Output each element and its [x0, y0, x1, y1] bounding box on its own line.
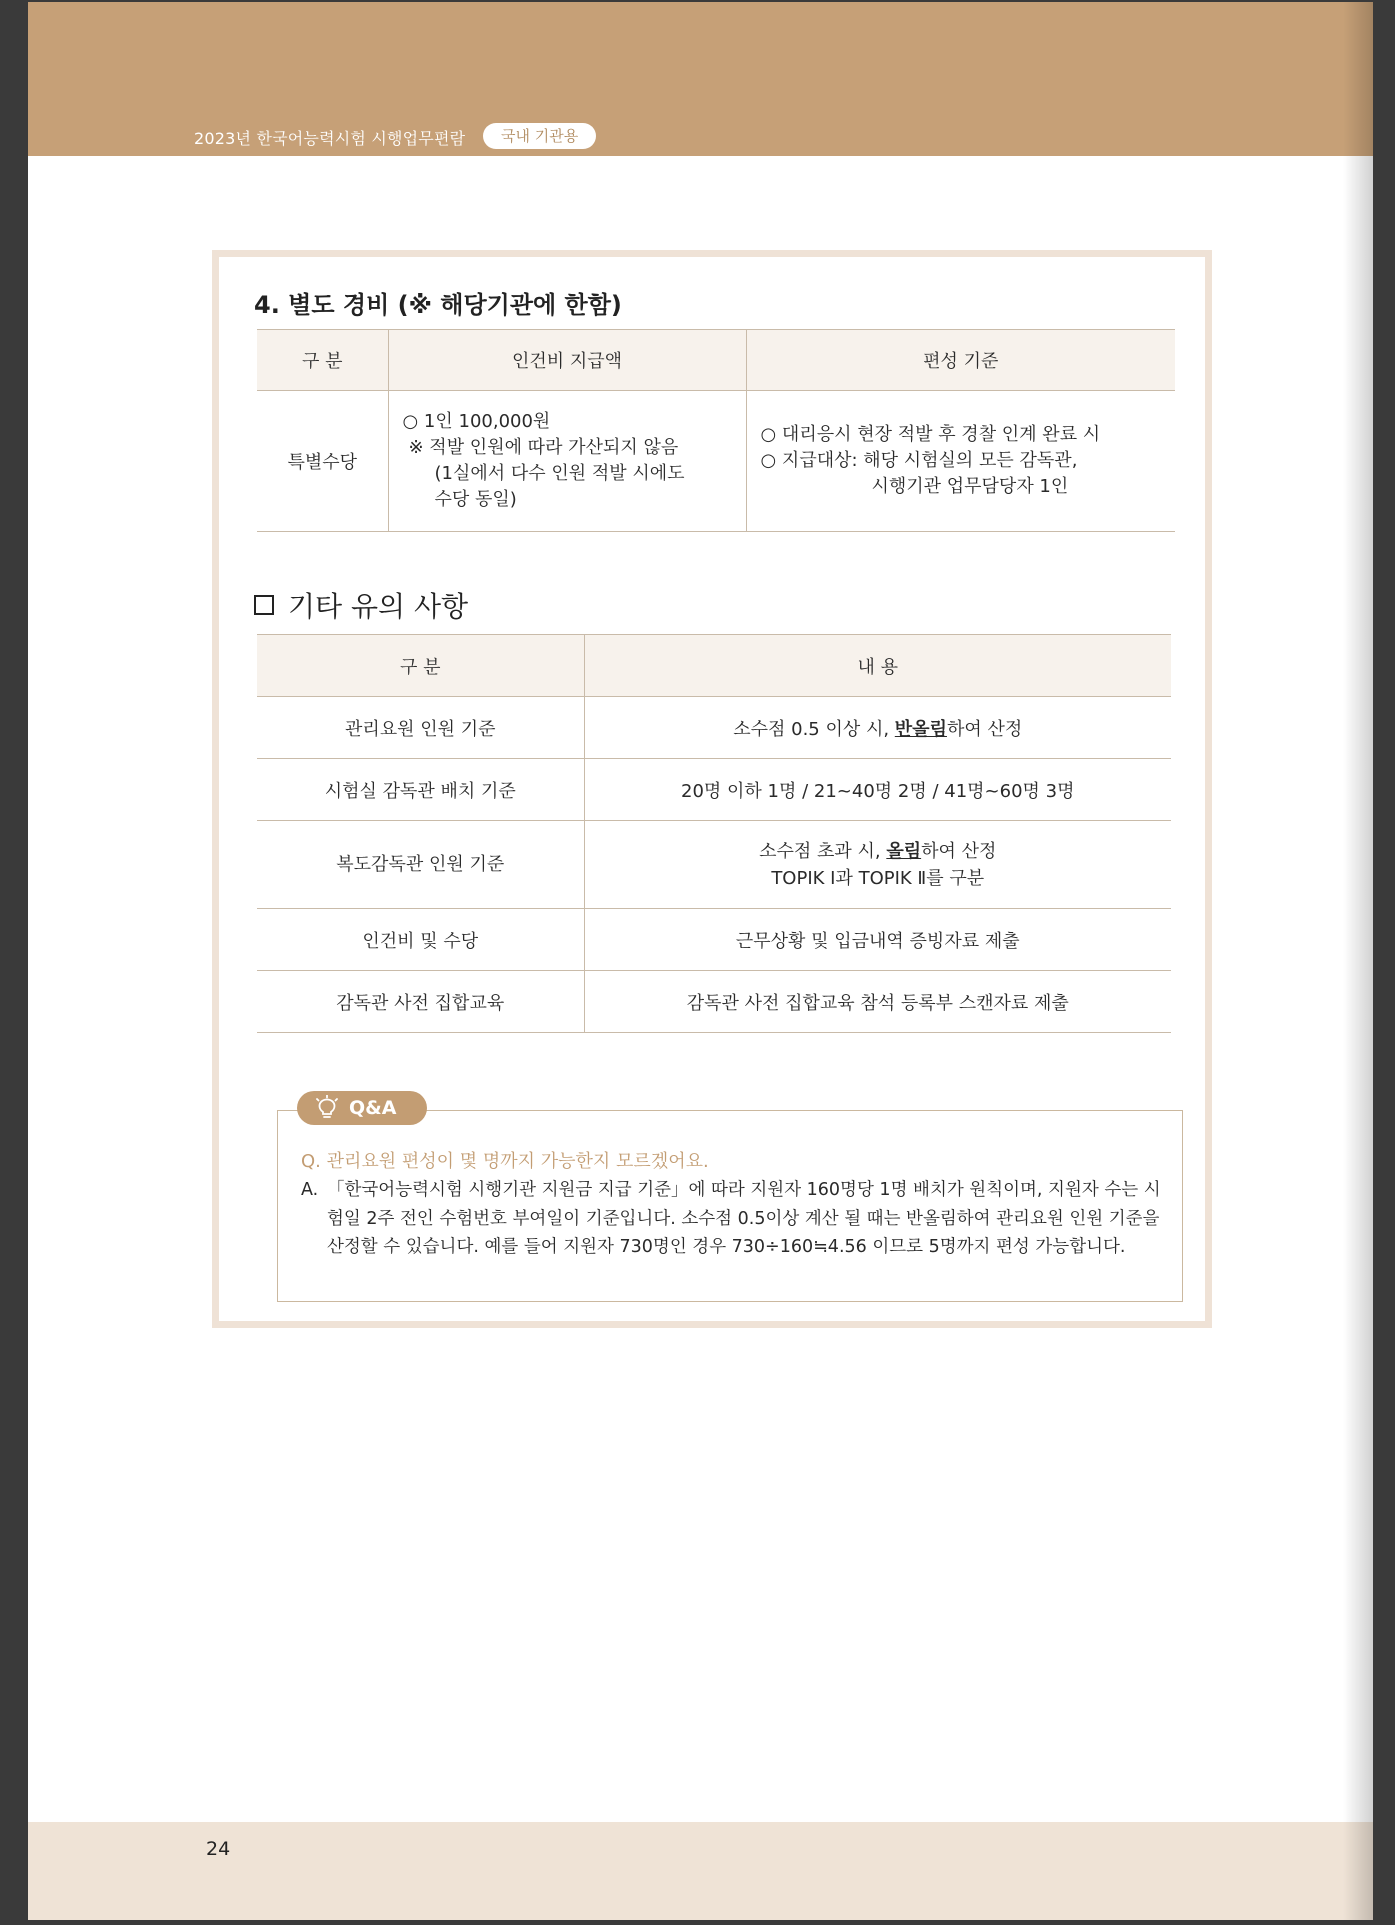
qa-badge-label: Q&A	[349, 1097, 397, 1119]
table-cell-content: 근무상황 및 입금내역 증빙자료 제출	[584, 909, 1171, 971]
lightbulb-icon	[315, 1095, 339, 1121]
qa-answer-text: 「한국어능력시험 시행기관 지원금 지급 기준」에 따라 지원자 160명당 1명 배치가 원칙이며, 지원자 수는 시험일 2주 전인 수험번호 부여일이 기준입니다. 소수점 0.5이상 계산 될 때는 반올림하여 관리요원 인원 기준을 산정할 수 있습니다. 예를 들어 지원자 730명인 경우 730÷160≒4.56 이므로 5명까지 편성 가능합니다.	[327, 1180, 1161, 1257]
table-cell-criteria	[746, 391, 1175, 532]
amount-line: ○ 1인 100,000원	[402, 411, 551, 432]
section-title: 4. 별도 경비 (※ 해당기관에 한함)	[254, 291, 622, 319]
table-row	[257, 697, 1171, 759]
notes-title: 기타 유의 사항	[288, 590, 469, 623]
table-row	[257, 391, 1175, 532]
table-cell-category: 관리요원 인원 기준	[257, 697, 584, 759]
table-header: 인건비 지급액	[388, 330, 746, 391]
content-emphasis: 반올림	[894, 718, 947, 740]
table-row	[257, 821, 1171, 909]
qa-question: Q. 관리요원 편성이 몇 명까지 가능한지 모르겠어요.	[301, 1151, 709, 1172]
table-cell-category: 인건비 및 수당	[257, 909, 584, 971]
content-text: 소수점 초과 시,	[759, 840, 887, 862]
content-text: 하여 산정	[921, 840, 997, 862]
content-box	[212, 250, 1212, 1328]
table-cell-category: 특별수당	[257, 391, 388, 532]
table-cell-content	[584, 821, 1171, 909]
qa-answer	[301, 1176, 1167, 1262]
content-text: 소수점 0.5 이상 시,	[733, 718, 895, 740]
table-header: 구 분	[257, 635, 584, 697]
amount-line: 수당 동일)	[434, 489, 517, 510]
square-bullet-icon	[254, 595, 274, 615]
table-row	[257, 909, 1171, 971]
amount-line: (1실에서 다수 인원 적발 시에도	[434, 463, 685, 484]
table-cell-content	[584, 697, 1171, 759]
table-cell-content: 감독관 사전 집합교육 참석 등록부 스캔자료 제출	[584, 971, 1171, 1033]
notes-heading	[254, 585, 468, 625]
header-band	[28, 2, 1373, 156]
criteria-line: ○ 지급대상: 해당 시험실의 모든 감독관,	[760, 450, 1078, 471]
table-header: 내 용	[584, 635, 1171, 697]
footer-band	[28, 1822, 1373, 1920]
table-cell-amount	[388, 391, 746, 532]
content-text: 하여 산정	[946, 718, 1023, 740]
header-badge: 국내 기관용	[483, 123, 596, 149]
table-cell-category: 시험실 감독관 배치 기준	[257, 759, 584, 821]
table-cell-category: 감독관 사전 집합교육	[257, 971, 584, 1033]
table-cell-category: 복도감독관 인원 기준	[257, 821, 584, 909]
table-header: 구 분	[257, 330, 388, 391]
page-edge-shadow	[1343, 2, 1373, 1920]
page-number: 24	[206, 1838, 231, 1860]
qa-badge	[297, 1091, 427, 1125]
table-header: 편성 기준	[746, 330, 1175, 391]
content-text: TOPIK Ⅰ과 TOPIK Ⅱ를 구분	[771, 867, 985, 889]
table-cell-content: 20명 이하 1명 / 21~40명 2명 / 41명~60명 3명	[584, 759, 1171, 821]
content-emphasis: 올림	[886, 840, 922, 862]
criteria-line: 시행기관 업무담당자 1인	[871, 476, 1069, 497]
table-row	[257, 971, 1171, 1033]
header-title: 2023년 한국어능력시험 시행업무편람	[194, 129, 466, 148]
document-page	[28, 2, 1373, 1920]
amount-line: ※ 적발 인원에 따라 가산되지 않음	[408, 437, 679, 458]
qa-answer-label: A.	[301, 1180, 319, 1200]
table-row	[257, 759, 1171, 821]
notes-table	[257, 634, 1171, 1033]
special-expense-table	[257, 329, 1175, 532]
criteria-line: ○ 대리응시 현장 적발 후 경찰 인계 완료 시	[760, 424, 1101, 445]
